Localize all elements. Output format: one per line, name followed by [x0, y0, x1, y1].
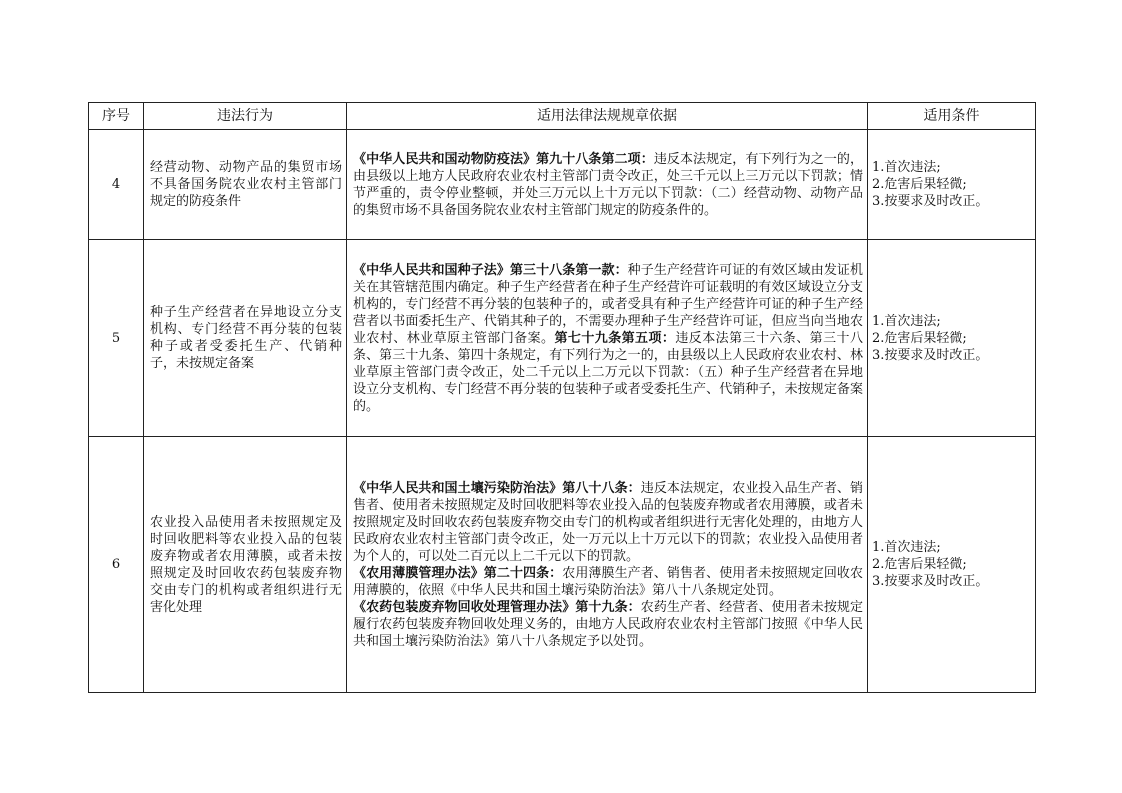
- legal-basis-paragraph: [353, 262, 863, 415]
- legal-basis-cell: [347, 240, 868, 437]
- table-header-row: [89, 103, 1036, 130]
- conditions-cell: [868, 437, 1036, 693]
- legal-basis-paragraph: [353, 151, 863, 219]
- law-article-title: 《中华人民共和国种子法》第三十八条第一款：: [353, 262, 628, 278]
- law-article-text: 种子生产经营许可证的有效区域由发证机关在其管辖范围内确定。种子生产经营者在种子生产经营许可证载明的有效区域设立分支机构的，专门经营不再分装的包装种子的，或者受具有种子生产经营许可证的种子生产经营者以书面委托生产、代销其种子的，不需要办理种子生产经营许可证，但应当向当地农业农村、林业草原主管部门备案。: [353, 262, 863, 346]
- law-article-text: 违反本法规定，农业投入品生产者、销售者、使用者未按照规定及时回收肥料等农业投入品的包装废弃物或者农用薄膜，或者未按照规定及时回收农药包装废弃物交由专门的机构或者组织进行无害化处理的，由地方人民政府农业农村主管部门责令改正，处一万元以上十万元以下的罚款；农业投入品使用者为个人的，可以处二百元以上二千元以下的罚款。: [353, 480, 863, 564]
- legal-basis-paragraph: [353, 480, 863, 565]
- law-article-text: 农药生产者、经营者、使用者未按规定履行农药包装废弃物回收处理义务的，由地方人民政府农业农村主管部门按照《中华人民共和国土壤污染防治法》第八十八条规定予以处罚。: [353, 599, 863, 649]
- conditions-cell: [868, 130, 1036, 240]
- table-row: [89, 437, 1036, 693]
- law-article-text: 违反本法第三十六条、第三十八条、第三十九条、第四十条规定，有下列行为之一的，由县级以上人民政府农业农村、林业草原主管部门责令改正，处二千元以上二万元以下罚款：（五）种子生产经营者在异地设立分支机构、专门经营不再分装的包装种子或者受委托生产、代销种子，未按规定备案的。: [353, 330, 863, 414]
- law-article-text: 农用薄膜生产者、销售者、使用者未按照规定回收农用薄膜的，依照《中华人民共和国土壤污染防治法》第八十八条规定处罚。: [353, 565, 863, 598]
- conditions-cell: [868, 240, 1036, 437]
- condition-line: 3.按要求及时改正。: [872, 347, 989, 363]
- violation-cell: 农业投入品使用者未按照规定及时回收肥料等农业投入品的包装废弃物或者农用薄膜，或者未按照规定及时回收农药包装废弃物交由专门的机构或者组织进行无害化处理: [144, 437, 347, 693]
- condition-line: 2.危害后果轻微;: [872, 330, 967, 346]
- header-no: 序号: [89, 103, 144, 130]
- legal-basis-cell: [347, 130, 868, 240]
- condition-line: 1.首次违法;: [872, 313, 941, 329]
- violation-cell: 经营动物、动物产品的集贸市场不具备国务院农业农村主管部门规定的防疫条件: [144, 130, 347, 240]
- legal-basis-paragraph: [353, 565, 863, 599]
- condition-line: 2.危害后果轻微;: [872, 177, 967, 192]
- legal-basis-paragraph: [353, 599, 863, 650]
- row-number: 6: [89, 437, 144, 693]
- header-cond: 适用条件: [868, 103, 1036, 130]
- legal-basis-cell: [347, 437, 868, 693]
- condition-line: 2.危害后果轻微;: [872, 557, 967, 572]
- table-row: [89, 240, 1036, 437]
- row-number: 4: [89, 130, 144, 240]
- law-article-title: 《中华人民共和国土壤污染防治法》第八十八条：: [353, 480, 641, 496]
- law-article-text: 违反本法规定，有下列行为之一的，由县级以上地方人民政府农业农村主管部门责令改正，处三千元以上三万元以下罚款；情节严重的，责令停业整顿，并处三万元以上十万元以下罚款：（二）经营动物、动物产品的集贸市场不具备国务院农业农村主管部门规定的防疫条件的。: [353, 151, 863, 218]
- table-row: [89, 130, 1036, 240]
- condition-line: 1.首次违法;: [872, 540, 941, 555]
- violation-cell: 种子生产经营者在异地设立分支机构、专门经营不再分装的包装种子或者受委托生产、代销种子，未按规定备案: [144, 240, 347, 437]
- law-article-title: 《中华人民共和国动物防疫法》第九十八条第二项：: [353, 151, 654, 167]
- law-article-title: 第七十九条第五项：: [554, 330, 676, 346]
- row-number: 5: [89, 240, 144, 437]
- law-article-title: 《农用薄膜管理办法》第二十四条：: [353, 565, 563, 581]
- condition-line: 3.按要求及时改正。: [872, 574, 989, 589]
- header-act: 违法行为: [144, 103, 347, 130]
- condition-line: 1.首次违法;: [872, 160, 941, 175]
- header-law: 适用法律法规规章依据: [347, 103, 868, 130]
- law-article-title: 《农药包装废弃物回收处理管理办法》第十九条：: [353, 599, 641, 615]
- penalty-exemption-table: [88, 102, 1036, 693]
- condition-line: 3.按要求及时改正。: [872, 194, 989, 209]
